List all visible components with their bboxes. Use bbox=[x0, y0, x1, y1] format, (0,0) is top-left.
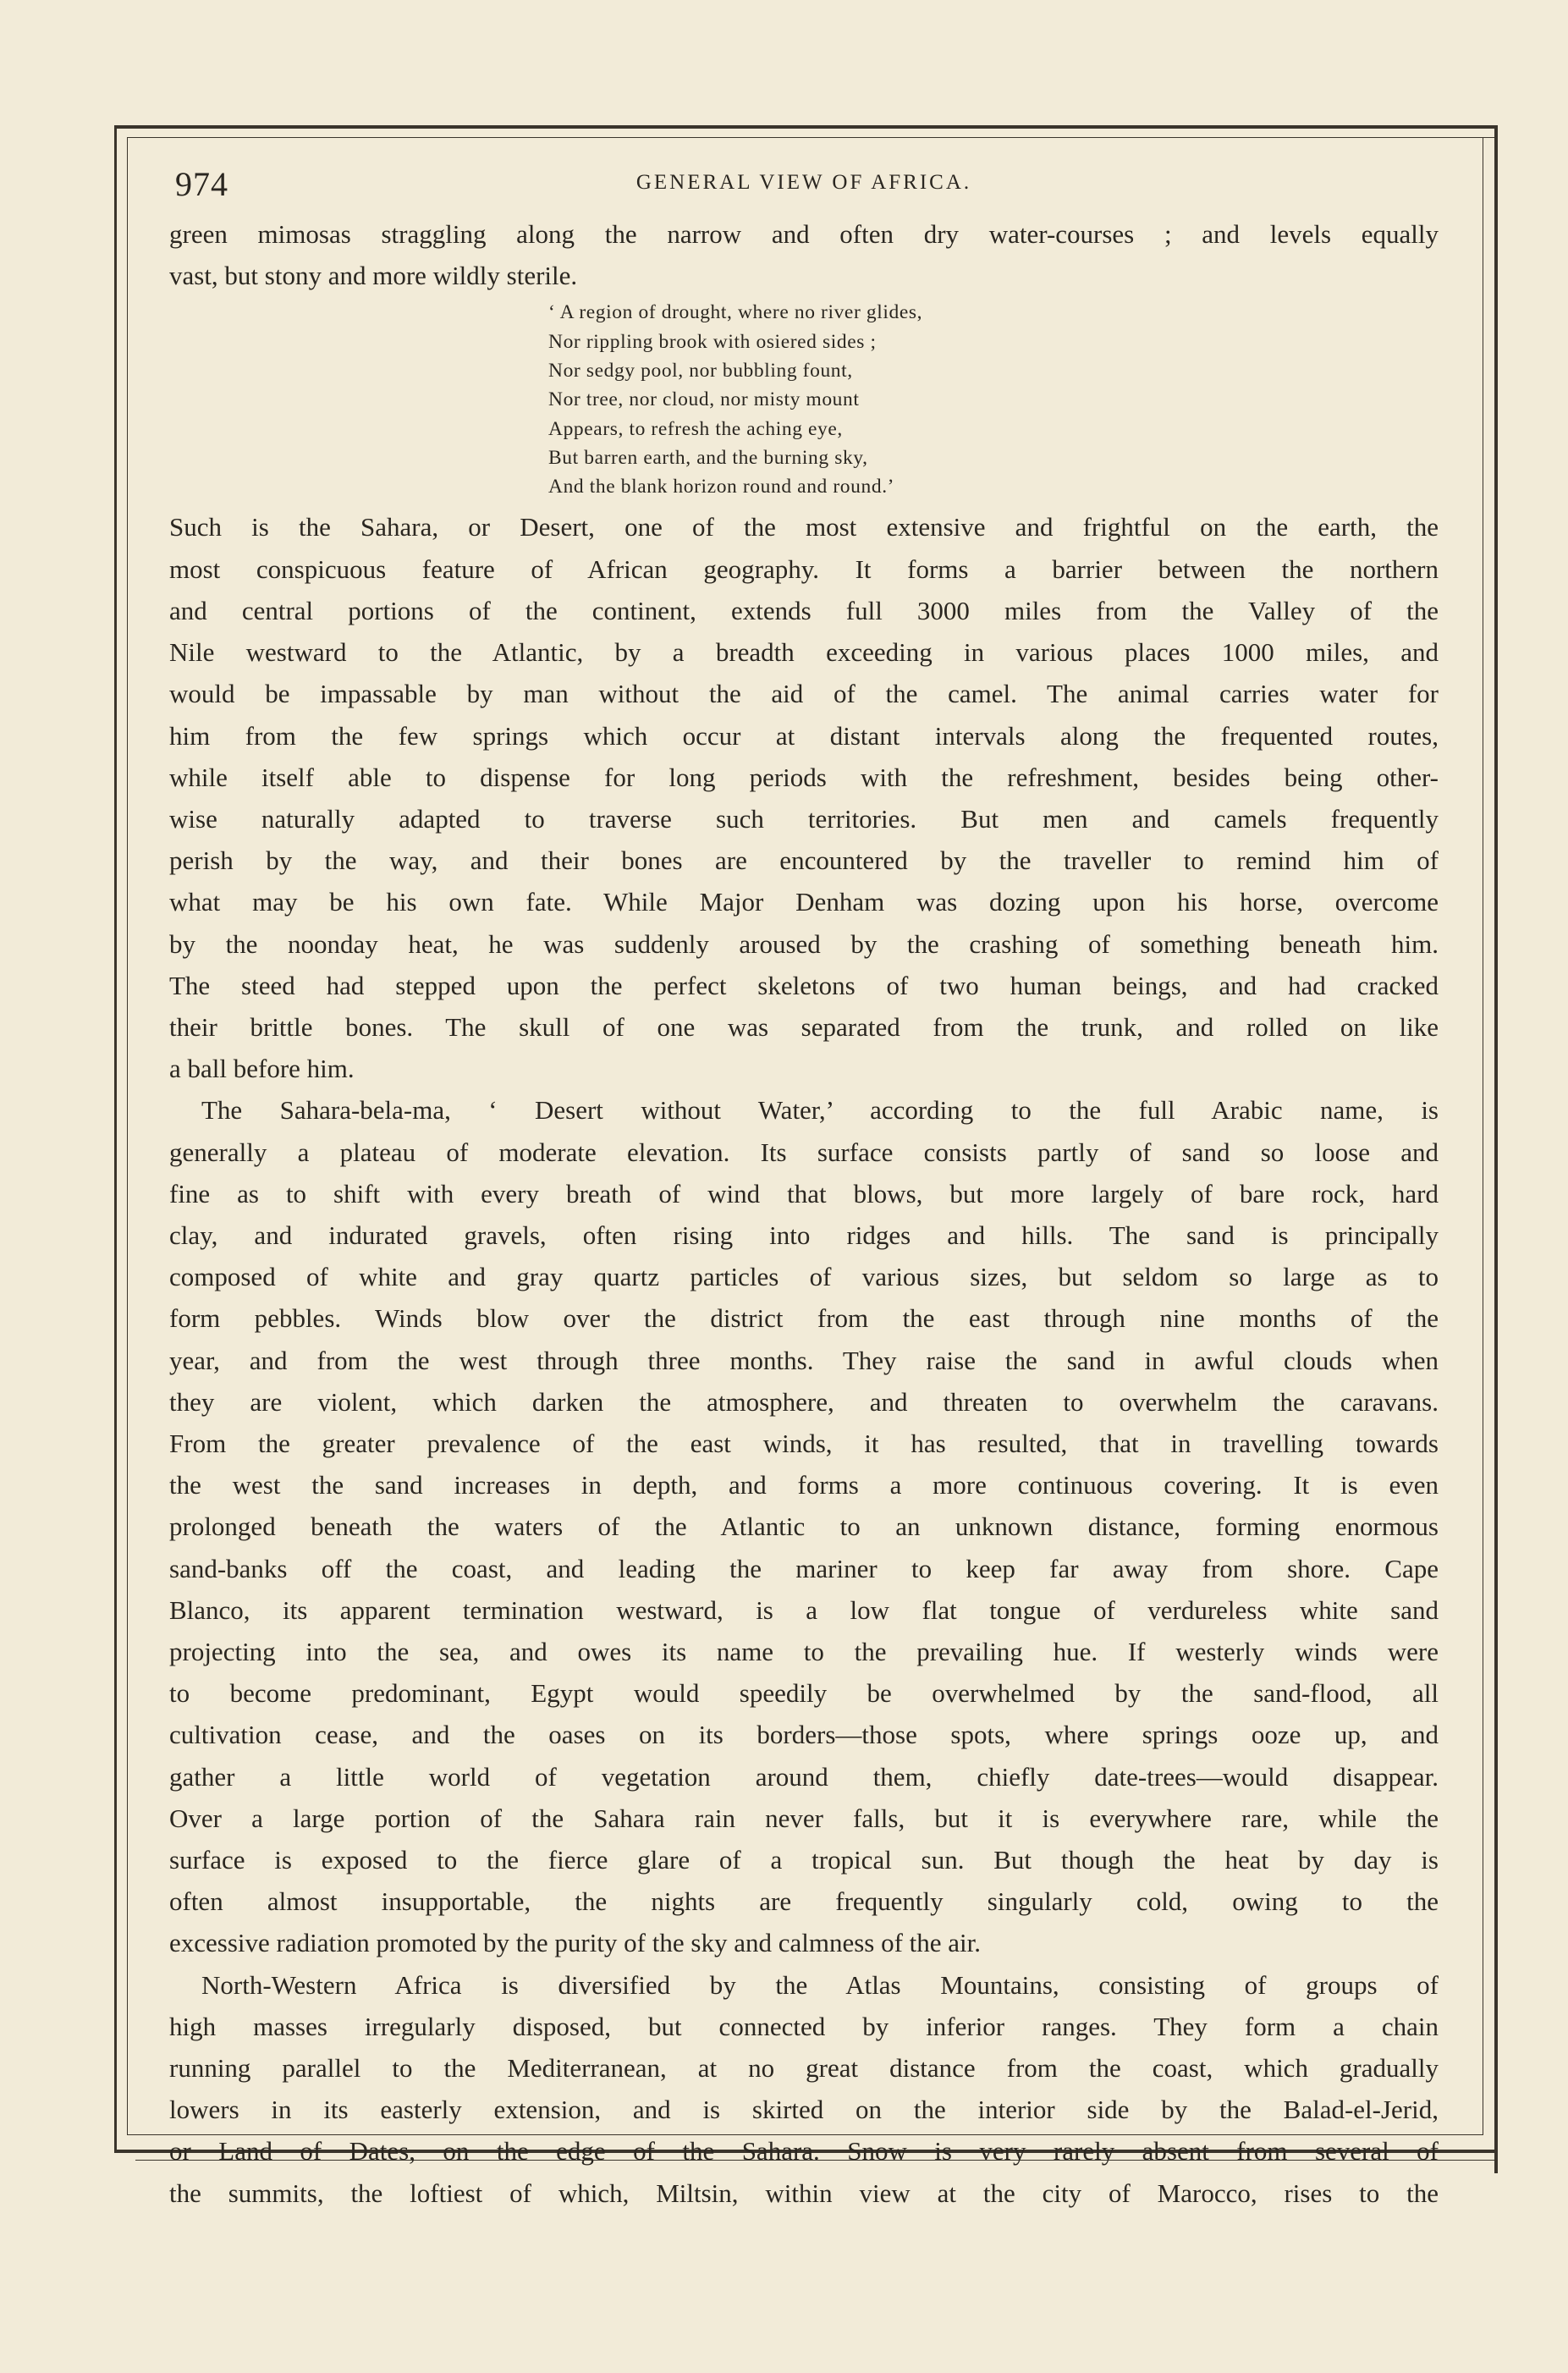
verse-line: ‘ A region of drought, where no river glides, bbox=[548, 301, 923, 324]
text-line: often almost insupportable, the nights are frequently singularly cold, owing to the bbox=[169, 1886, 1439, 1917]
text-line: gather a little world of vegetation around them, chiefly date-trees—would disappear. bbox=[169, 1761, 1439, 1792]
text-line: vast, but stony and more wildly sterile. bbox=[169, 261, 578, 291]
paragraph-atlas bbox=[169, 1964, 1439, 2214]
text-line: perish by the way, and their bones are encountered by the traveller to remind him of bbox=[169, 845, 1439, 876]
paragraph-sahara bbox=[169, 506, 1439, 1089]
right-border-rule bbox=[1494, 125, 1498, 2173]
text-line: generally a plateau of moderate elevation. Its surface consists partly of sand so loose and bbox=[169, 1137, 1439, 1167]
text-line: would be impassable by man without the aid of the camel. The animal carries water for bbox=[169, 679, 1439, 709]
text-line: and central portions of the continent, extends full 3000 miles from the Valley of the bbox=[169, 595, 1439, 625]
top-inner-rule bbox=[127, 137, 1496, 138]
text-line: The steed had stepped upon the perfect skeletons of two human beings, and had cracked bbox=[169, 970, 1439, 1000]
text-line: form pebbles. Winds blow over the district from the east through nine months of the bbox=[169, 1303, 1439, 1334]
text-line: wise naturally adapted to traverse such territories. But men and camels frequently bbox=[169, 803, 1439, 834]
text-line: prolonged beneath the waters of the Atlantic to an unknown distance, forming enormous bbox=[169, 1511, 1439, 1542]
text-line: the summits, the loftiest of which, Miltsin, within view at the city of Marocco, rises to the bbox=[169, 2178, 1439, 2208]
text-line: cultivation cease, and the oases on its borders—those spots, where springs ooze up, and bbox=[169, 1720, 1439, 1750]
top-border-rule bbox=[114, 125, 1498, 129]
verse-quotation bbox=[548, 298, 1439, 501]
text-line: sand-banks off the coast, and leading the mariner to keep far away from shore. Cape bbox=[169, 1553, 1439, 1583]
text-line: by the noonday heat, he was suddenly aroused by the crashing of something beneath him. bbox=[169, 928, 1439, 959]
text-line: fine as to shift with every breath of wind that blows, but more largely of bare rock, hard bbox=[169, 1178, 1439, 1209]
text-line: projecting into the sea, and owes its name to the prevailing hue. If westerly winds were bbox=[169, 1636, 1439, 1666]
text-line: what may be his own fate. While Major Denham was dozing upon his horse, overcome bbox=[169, 887, 1439, 917]
text-line: they are violent, which darken the atmosphere, and threaten to overwhelm the caravans. bbox=[169, 1386, 1439, 1417]
text-line: excessive radiation promoted by the purity of the sky and calmness of the air. bbox=[169, 1928, 982, 1958]
page-header bbox=[165, 161, 1443, 203]
page-number: 974 bbox=[175, 165, 228, 203]
text-line: to become predominant, Egypt would speedily be overwhelmed by the sand-flood, all bbox=[169, 1678, 1439, 1709]
text-line: while itself able to dispense for long periods with the refreshment, besides being other- bbox=[169, 762, 1439, 792]
left-inner-rule bbox=[127, 137, 128, 2134]
text-line: high masses irregularly disposed, but connected by inferior ranges. They form a chain bbox=[169, 2011, 1439, 2041]
text-line: From the greater prevalence of the east winds, it has resulted, that in travelling towards bbox=[169, 1428, 1439, 1458]
verse-line: But barren earth, and the burning sky, bbox=[548, 446, 868, 469]
text-line: him from the few springs which occur at distant intervals along the frequented routes, bbox=[169, 720, 1439, 751]
text-line: Over a large portion of the Sahara rain never falls, but it is everywhere rare, while the bbox=[169, 1803, 1439, 1833]
verse-line: Appears, to refresh the aching eye, bbox=[548, 417, 843, 440]
text-line: surface is exposed to the fierce glare of a tropical sun. But though the heat by day is bbox=[169, 1844, 1439, 1875]
text-line: running parallel to the Mediterranean, at no great distance from the coast, which gradually bbox=[169, 2053, 1439, 2083]
text-line: the west the sand increases in depth, and forms a more continuous covering. It is even bbox=[169, 1470, 1439, 1500]
text-line: most conspicuous feature of African geography. It forms a barrier between the northern bbox=[169, 553, 1439, 584]
text-line: or Land of Dates, on the edge of the Sahara. Snow is very rarely absent from several of bbox=[169, 2136, 1439, 2167]
text-line: year, and from the west through three months. They raise the sand in awful clouds when bbox=[169, 1345, 1439, 1375]
text-line: The Sahara-bela-ma, ‘ Desert without Water,’ according to the full Arabic name, is bbox=[201, 1095, 1439, 1126]
opening-paragraph bbox=[169, 213, 1439, 296]
text-line: clay, and indurated gravels, often rising into ridges and hills. The sand is principally bbox=[169, 1220, 1439, 1250]
text-line: green mimosas straggling along the narrow and often dry water-courses ; and levels equally bbox=[169, 219, 1439, 249]
text-line: a ball before him. bbox=[169, 1054, 355, 1084]
verse-line: Nor sedgy pool, nor bubbling fount, bbox=[548, 360, 853, 382]
text-line: lowers in its easterly extension, and is skirted on the interior side by the Balad-el-Jerid, bbox=[169, 2095, 1439, 2125]
verse-line: And the blank horizon round and round.’ bbox=[548, 476, 895, 498]
body-text bbox=[169, 213, 1439, 2214]
text-line: composed of white and gray quartz particles of various sizes, but seldom so large as to bbox=[169, 1262, 1439, 1292]
text-line: North-Western Africa is diversified by the Atlas Mountains, consisting of groups of bbox=[201, 1969, 1439, 2000]
text-line: their brittle bones. The skull of one was separated from the trunk, and rolled on like bbox=[169, 1011, 1439, 1042]
verse-line: Nor tree, nor cloud, nor misty mount bbox=[548, 388, 860, 411]
verse-line: Nor rippling brook with osiered sides ; bbox=[548, 330, 877, 353]
text-line: Nile westward to the Atlantic, by a breadth exceeding in various places 1000 miles, and bbox=[169, 637, 1439, 668]
left-border-rule bbox=[114, 125, 117, 2152]
text-line: Blanco, its apparent termination westward, is a low flat tongue of verdureless white sand bbox=[169, 1594, 1439, 1625]
text-line: Such is the Sahara, or Desert, one of the most extensive and frightful on the earth, the bbox=[169, 512, 1439, 542]
paragraph-sahara-bela-ma bbox=[169, 1089, 1439, 1963]
running-head: GENERAL VIEW OF AFRICA. bbox=[635, 171, 972, 194]
